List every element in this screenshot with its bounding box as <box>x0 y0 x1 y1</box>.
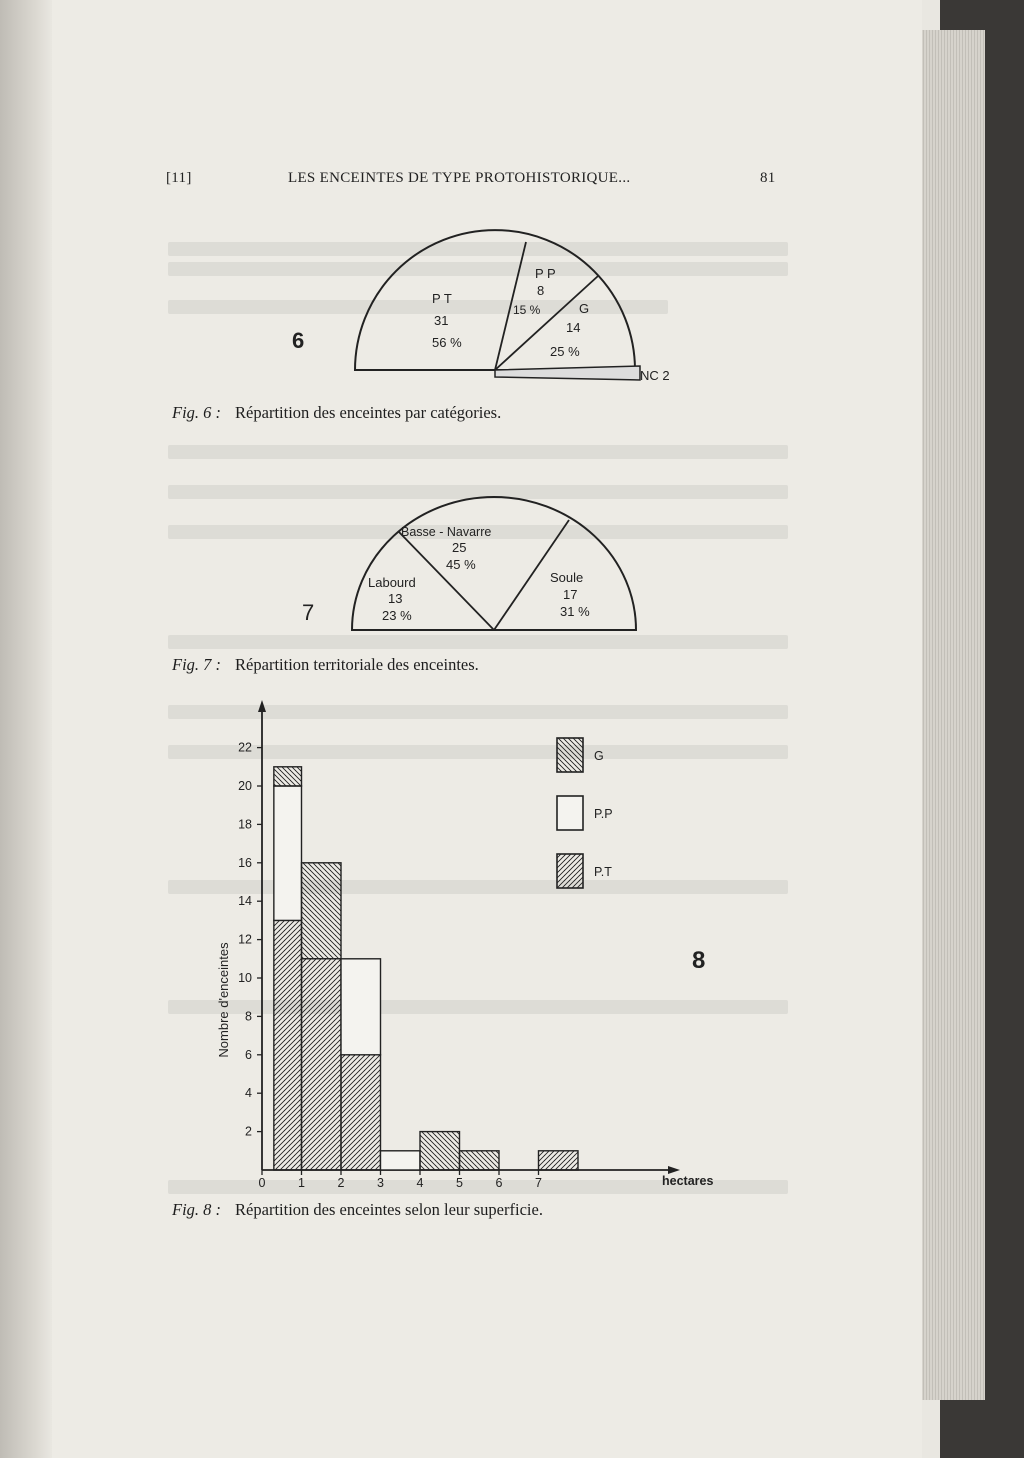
fig7-caption-text: Répartition territoriale des enceintes. <box>235 655 479 674</box>
fig7-caption <box>172 655 479 675</box>
fig7-label-labourd-percent: 23 % <box>382 608 412 623</box>
fig7-label-soule-percent: 31 % <box>560 604 590 619</box>
fig6-label-pp-name: P P <box>535 266 556 281</box>
fig6-caption-text: Répartition des enceintes par catégories. <box>235 403 502 422</box>
fig8-legend-label: P.T <box>594 865 612 879</box>
fig8-x-tick-label: 5 <box>456 1176 463 1190</box>
fig7-label-bn-count: 25 <box>452 540 467 555</box>
fig8-bar-segment-g <box>274 767 302 786</box>
fig7-label-labourd-name: Labourd <box>368 575 416 590</box>
fig8-x-tick-label: 0 <box>258 1176 266 1190</box>
fig6-label-g-percent: 25 % <box>550 344 580 359</box>
fig6-label-g-name: G <box>579 301 590 316</box>
fig8-caption <box>172 1200 543 1220</box>
fig6-pie <box>292 230 670 383</box>
fig6-slice-divider <box>495 276 598 370</box>
fig7-pie <box>302 497 636 630</box>
fig6-number: 6 <box>292 328 305 353</box>
fig8-y-tick-label: 6 <box>245 1047 252 1062</box>
fig6-outline <box>355 230 635 370</box>
fig8-bar-segment-pt <box>341 1055 381 1170</box>
fig8-chart <box>216 700 713 1190</box>
fig7-caption-prefix: Fig. 7 : <box>172 655 222 674</box>
fig8-x-tick-label: 4 <box>416 1176 424 1190</box>
fig8-legend-label: G <box>594 749 604 763</box>
fig8-y-tick-label: 14 <box>238 894 252 909</box>
fig6-label-pp-percent: 15 % <box>513 303 541 317</box>
fig8-x-tick-label: 1 <box>298 1176 305 1190</box>
fig8-legend-swatch-pt <box>557 854 583 888</box>
fig7-label-bn-name: Basse - Navarre <box>401 525 492 539</box>
fig8-bar-segment-pp <box>381 1151 421 1170</box>
fig8-x-tick-label: 6 <box>495 1176 503 1190</box>
fig6-label-pt-percent: 56 % <box>432 335 462 350</box>
fig8-bar-segment-g <box>420 1132 460 1170</box>
fig8-y-label: Nombre d'enceintes <box>216 942 231 1058</box>
fig6-slice-nc <box>495 366 640 380</box>
fig8-x-label: hectares <box>662 1174 714 1188</box>
fig8-bar-segment-pt <box>274 920 302 1170</box>
fig7-label-bn-percent: 45 % <box>446 557 476 572</box>
fig8-bar-segment-pt <box>302 959 342 1170</box>
fig8-y-tick-label: 8 <box>245 1009 252 1024</box>
fig8-y-tick-label: 12 <box>238 932 252 947</box>
fig8-legend-label: P.P <box>594 807 613 821</box>
fig6-label-nc: NC 2 <box>640 368 670 383</box>
fig8-legend-swatch-pp <box>557 796 583 830</box>
fig8-y-arrow <box>258 700 266 712</box>
fig6-label-pp-count: 8 <box>537 283 545 298</box>
fig6-caption <box>172 403 501 423</box>
fig7-number: 7 <box>302 600 315 625</box>
fig8-bars <box>274 767 578 1170</box>
fig8-y-tick-label: 2 <box>245 1124 252 1139</box>
fig8-y-tick-label: 22 <box>238 740 252 755</box>
fig8-caption-text: Répartition des enceintes selon leur superficie. <box>235 1200 543 1219</box>
fig8-legend <box>557 738 613 888</box>
fig8-y-tick-label: 16 <box>238 855 252 870</box>
fig8-number: 8 <box>692 947 706 974</box>
fig8-caption-prefix: Fig. 8 : <box>172 1200 222 1219</box>
fig7-label-labourd-count: 13 <box>388 591 403 606</box>
fig8-bar-segment-pt <box>539 1151 579 1170</box>
fig6-label-pt-name: P T <box>432 291 452 306</box>
fig8-bar-segment-pp <box>341 959 381 1055</box>
running-title: LES ENCEINTES DE TYPE PROTOHISTORIQUE... <box>288 170 631 186</box>
fig7-label-soule-name: Soule <box>550 570 584 585</box>
fig6-caption-prefix: Fig. 6 : <box>172 403 222 422</box>
fig8-x-tick-label: 7 <box>535 1176 542 1190</box>
fig8-bar-segment-g <box>460 1151 500 1170</box>
fig8-legend-swatch-g <box>557 738 583 772</box>
fig8-bar-segment-pp <box>274 786 302 920</box>
fig8-y-tick-label: 4 <box>245 1086 252 1101</box>
fig8-bar-segment-g <box>302 863 342 959</box>
section-number: [11] <box>166 170 192 186</box>
fig8-x-tick-label: 3 <box>377 1176 384 1190</box>
fig6-label-g-count: 14 <box>566 320 581 335</box>
fig8-x-arrow <box>668 1166 680 1174</box>
fig7-label-soule-count: 17 <box>563 587 578 602</box>
fig8-x-tick-label: 2 <box>337 1176 345 1190</box>
fig8-y-tick-label: 18 <box>238 817 252 832</box>
fig8-y-tick-label: 20 <box>238 779 252 793</box>
fig6-label-pt-count: 31 <box>434 313 449 328</box>
fig8-y-tick-label: 10 <box>238 971 252 985</box>
page-number: 81 <box>760 170 776 186</box>
